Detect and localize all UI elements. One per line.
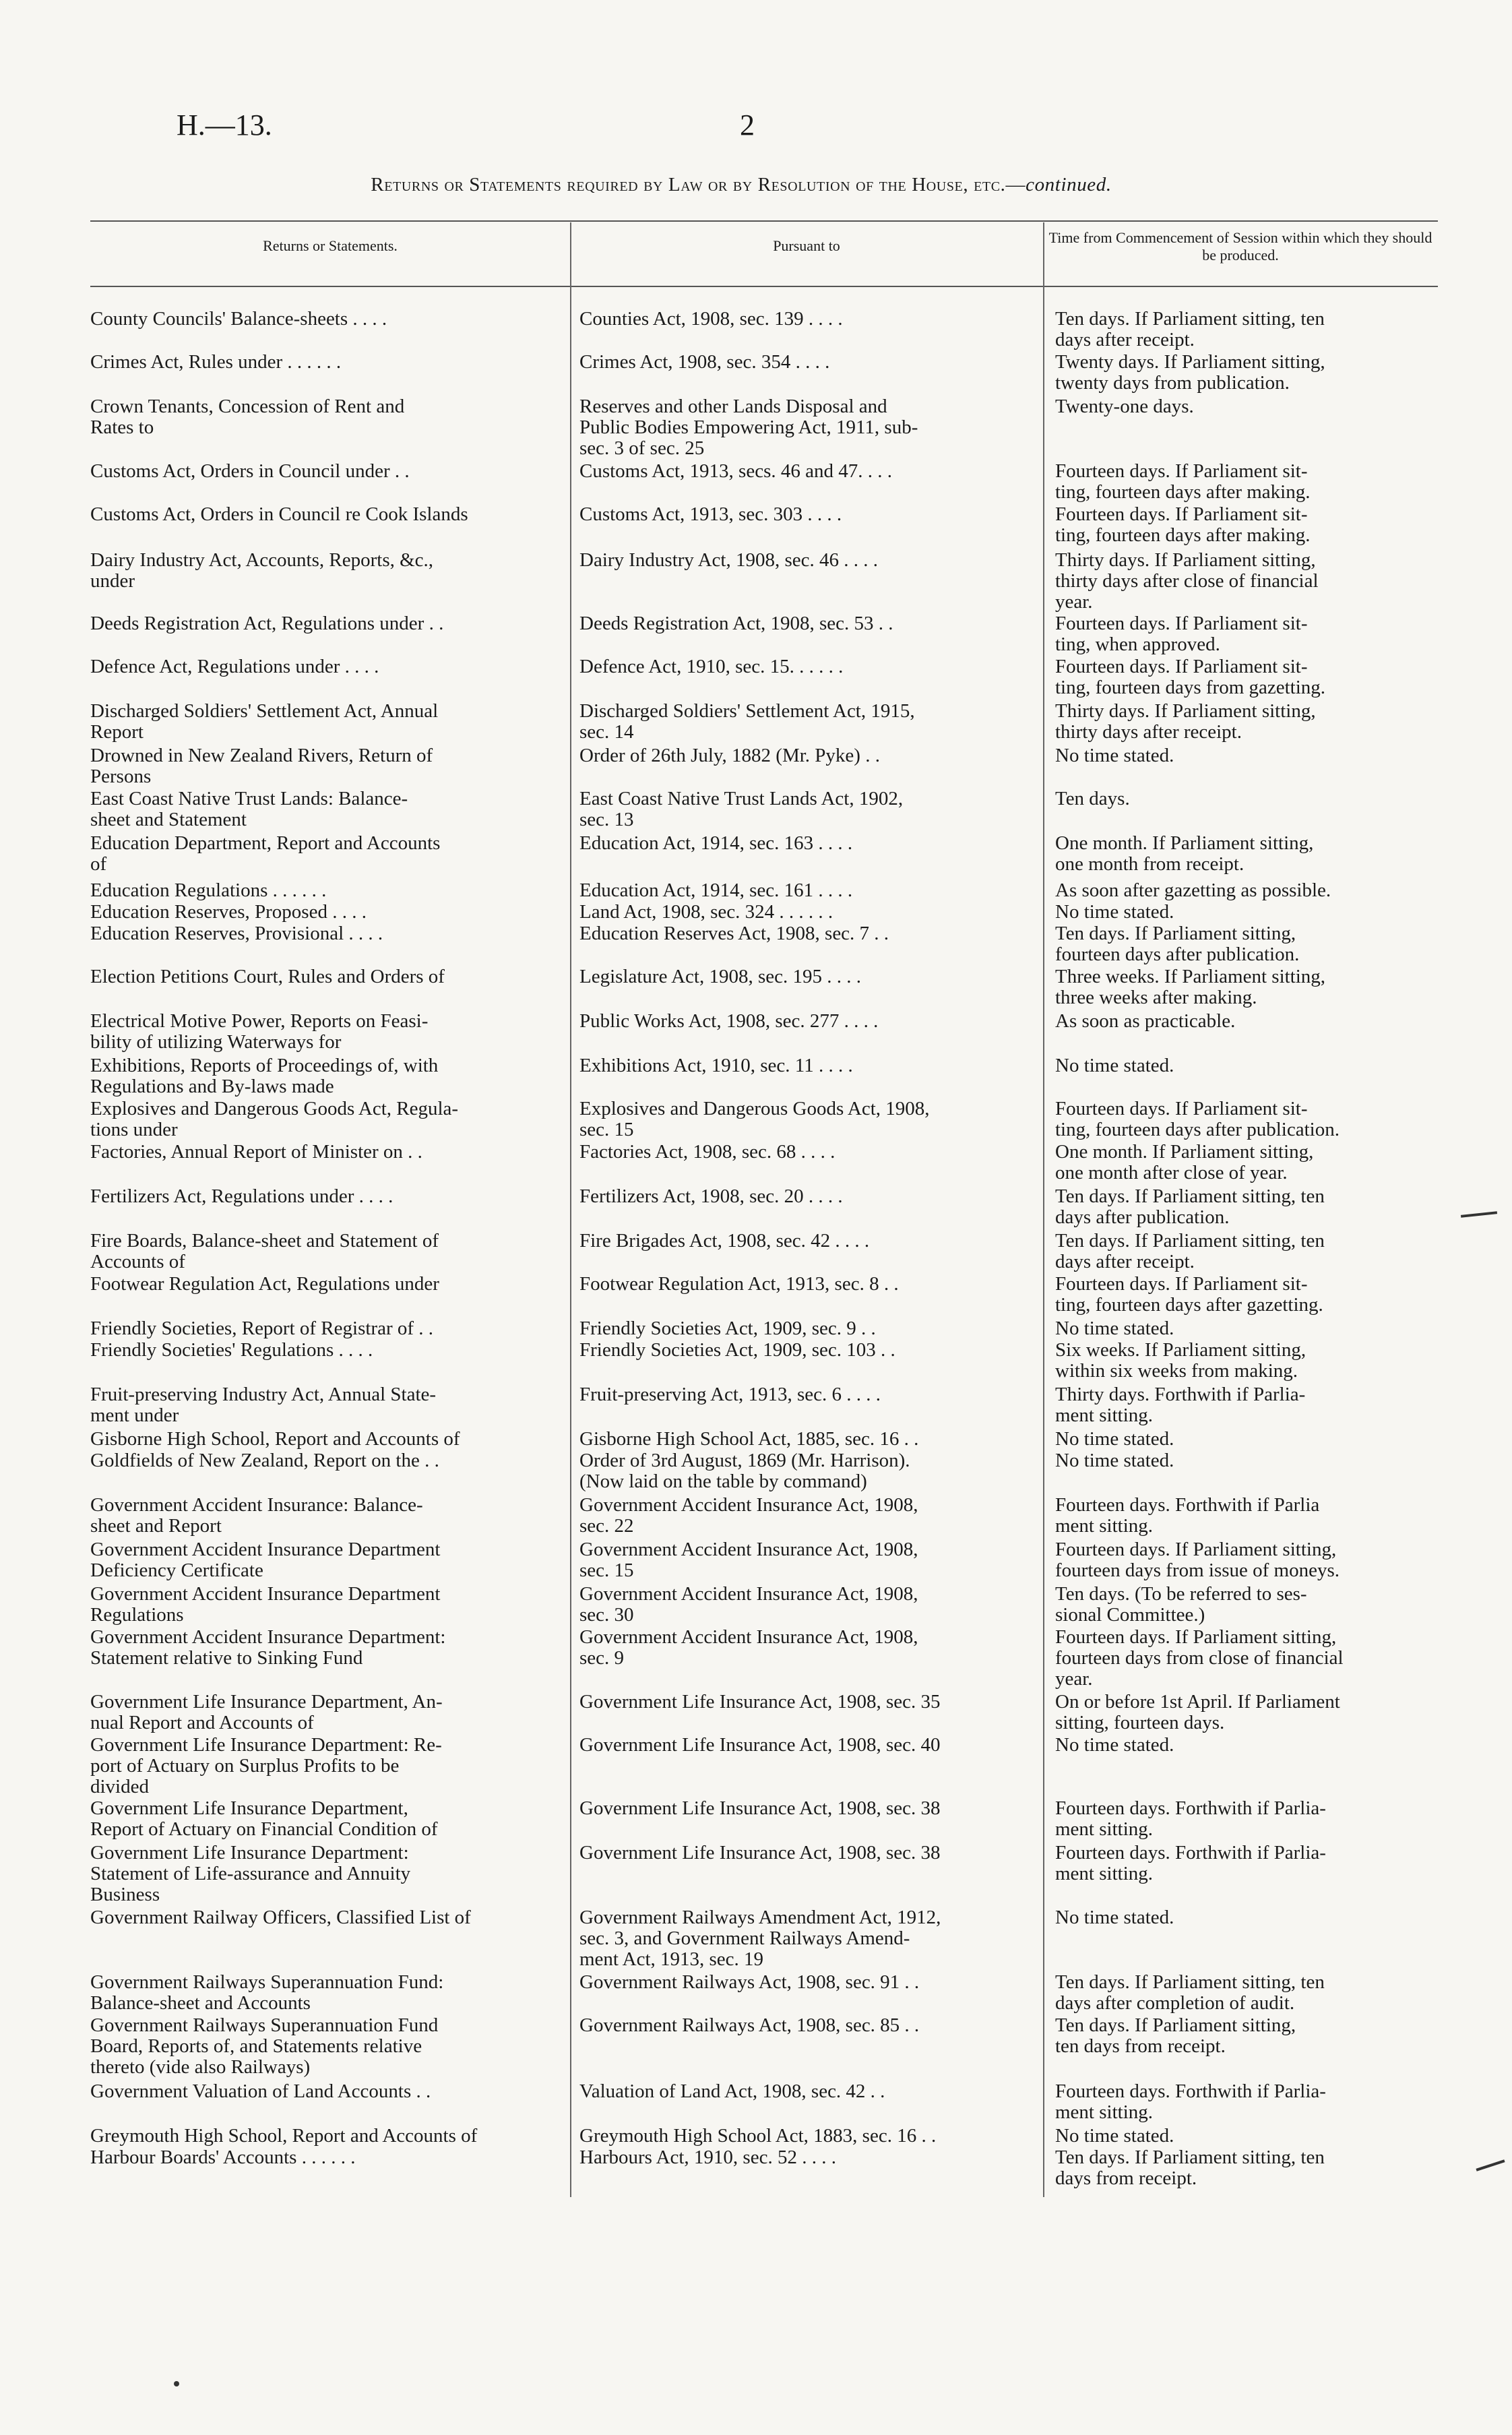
returns-cell: Government Accident Insurance: Balance- sheet and Report [90, 1494, 423, 1537]
pursuant-cell: Government Life Insurance Act, 1908, sec. 40 [579, 1734, 941, 1756]
time-cell: As soon after gazetting as possible. [1055, 880, 1331, 901]
pursuant-cell: Gisborne High School Act, 1885, sec. 16 . . [579, 1428, 919, 1450]
time-cell: No time stated. [1055, 1055, 1174, 1076]
returns-cell: Goldfields of New Zealand, Report on the . . [90, 1450, 439, 1471]
returns-cell: Education Department, Report and Accounts of [90, 832, 441, 875]
pursuant-cell: Harbours Act, 1910, sec. 52 . . . . [579, 2147, 836, 2168]
time-cell: As soon as practicable. [1055, 1010, 1236, 1032]
pursuant-cell: Customs Act, 1913, secs. 46 and 47. . . . [579, 460, 892, 482]
time-cell: Ten days. If Parliament sitting, ten days after receipt. [1055, 1230, 1325, 1272]
returns-cell: Harbour Boards' Accounts . . . . . . [90, 2147, 356, 2168]
time-cell: No time stated. [1055, 1428, 1174, 1450]
pursuant-cell: Government Railways Act, 1908, sec. 85 . . [579, 2014, 920, 2036]
time-cell: No time stated. [1055, 1734, 1174, 1756]
page-number: 2 [740, 109, 755, 142]
returns-cell: County Councils' Balance-sheets . . . . [90, 308, 387, 330]
table-header-rule [90, 286, 1438, 287]
pursuant-cell: Dairy Industry Act, 1908, sec. 46 . . . . [579, 549, 878, 571]
returns-cell: Discharged Soldiers' Settlement Act, Annual Report [90, 700, 439, 743]
time-cell: One month. If Parliament sitting, one month from receipt. [1055, 832, 1314, 875]
ink-dot [174, 2381, 179, 2386]
time-cell: Fourteen days. If Parliament sit- ting, fourteen days from gazetting. [1055, 656, 1326, 698]
returns-cell: Government Railways Superannuation Fund: Balance-sheet and Accounts [90, 1971, 444, 2014]
pursuant-cell: Education Reserves Act, 1908, sec. 7 . . [579, 923, 889, 944]
time-cell: Fourteen days. If Parliament sit- ting, fourteen days after publication. [1055, 1098, 1340, 1140]
pursuant-cell: Order of 3rd August, 1869 (Mr. Harrison). (Now laid on the table by command) [579, 1450, 910, 1492]
returns-cell: Customs Act, Orders in Council under . . [90, 460, 410, 482]
pursuant-cell: Order of 26th July, 1882 (Mr. Pyke) . . [579, 745, 880, 766]
pursuant-cell: Discharged Soldiers' Settlement Act, 1915, sec. 14 [579, 700, 915, 743]
returns-cell: Footwear Regulation Act, Regulations under [90, 1273, 439, 1295]
pursuant-cell: Government Accident Insurance Act, 1908, sec. 9 [579, 1626, 918, 1669]
returns-cell: Government Life Insurance Department, Report of Actuary on Financial Condition of [90, 1797, 438, 1840]
time-cell: Fourteen days. Forthwith if Parlia- ment sitting. [1055, 2080, 1326, 2123]
returns-cell: Government Life Insurance Department, An- nual Report and Accounts of [90, 1691, 443, 1733]
time-cell: No time stated. [1055, 1907, 1174, 1928]
pursuant-cell: Government Accident Insurance Act, 1908, sec. 22 [579, 1494, 918, 1537]
time-cell: Ten days. If Parliament sitting, ten days from receipt. [1055, 2147, 1325, 2189]
pursuant-cell: Deeds Registration Act, 1908, sec. 53 . . [579, 613, 893, 634]
returns-cell: Electrical Motive Power, Reports on Feasi- bility of utilizing Waterways for [90, 1010, 429, 1053]
pursuant-cell: Government Accident Insurance Act, 1908, sec. 15 [579, 1539, 918, 1581]
time-cell: Fourteen days. If Parliament sit- ting, fourteen days after gazetting. [1055, 1273, 1323, 1316]
returns-cell: Education Regulations . . . . . . [90, 880, 327, 901]
returns-cell: Government Railways Superannuation Fund Board, Reports of, and Statements relative thereto (vide also Railways) [90, 2014, 439, 2078]
time-cell: Ten days. If Parliament sitting, ten days after receipt. [1055, 308, 1325, 350]
pursuant-cell: Explosives and Dangerous Goods Act, 1908, sec. 15 [579, 1098, 930, 1140]
page-title [135, 174, 1348, 196]
margin-mark [1461, 1211, 1497, 1218]
time-cell: No time stated. [1055, 745, 1174, 766]
returns-cell: Education Reserves, Proposed . . . . [90, 901, 367, 923]
returns-cell: Gisborne High School, Report and Accounts of [90, 1428, 460, 1450]
returns-cell: Explosives and Dangerous Goods Act, Regula- tions under [90, 1098, 459, 1140]
pursuant-cell: Government Railways Act, 1908, sec. 91 . . [579, 1971, 920, 1993]
time-cell: On or before 1st April. If Parliament sitting, fourteen days. [1055, 1691, 1340, 1733]
time-cell: Fourteen days. If Parliament sit- ting, when approved. [1055, 613, 1308, 655]
time-cell: Thirty days. If Parliament sitting, thirty days after close of financial year. [1055, 549, 1319, 613]
returns-cell: East Coast Native Trust Lands: Balance- sheet and Statement [90, 788, 408, 830]
margin-mark [1476, 2159, 1505, 2171]
pursuant-cell: Education Act, 1914, sec. 163 . . . . [579, 832, 853, 854]
time-cell: No time stated. [1055, 901, 1174, 923]
pursuant-cell: Reserves and other Lands Disposal and Public Bodies Empowering Act, 1911, sub- sec. 3 of sec. 25 [579, 396, 918, 459]
returns-cell: Fire Boards, Balance-sheet and Statement of Accounts of [90, 1230, 439, 1272]
time-cell: Fourteen days. Forthwith if Parlia- ment sitting. [1055, 1797, 1326, 1840]
time-cell: Fourteen days. If Parliament sitting, fourteen days from close of financial year. [1055, 1626, 1344, 1690]
returns-cell: Government Railway Officers, Classified List of [90, 1907, 471, 1928]
time-cell: Ten days. (To be referred to ses- sional Committee.) [1055, 1583, 1307, 1626]
time-cell: Six weeks. If Parliament sitting, within six weeks from making. [1055, 1339, 1306, 1382]
returns-cell: Drowned in New Zealand Rivers, Return of Persons [90, 745, 433, 787]
time-cell: Twenty-one days. [1055, 396, 1194, 417]
time-cell: No time stated. [1055, 1450, 1174, 1471]
pursuant-cell: Valuation of Land Act, 1908, sec. 42 . . [579, 2080, 885, 2102]
title-main: Returns or Statements required by Law or by Resolution of the House, etc.— [371, 174, 1026, 195]
pursuant-cell: Government Accident Insurance Act, 1908, sec. 30 [579, 1583, 918, 1626]
time-cell: No time stated. [1055, 1318, 1174, 1339]
returns-cell: Friendly Societies, Report of Registrar of . . [90, 1318, 434, 1339]
pursuant-cell: Counties Act, 1908, sec. 139 . . . . [579, 308, 843, 330]
pursuant-cell: Exhibitions Act, 1910, sec. 11 . . . . [579, 1055, 853, 1076]
pursuant-cell: Customs Act, 1913, sec. 303 . . . . [579, 503, 842, 525]
returns-cell: Election Petitions Court, Rules and Orders of [90, 966, 445, 987]
document-code: H.—13. [177, 109, 272, 142]
pursuant-cell: Fertilizers Act, 1908, sec. 20 . . . . [579, 1185, 843, 1207]
time-cell: Fourteen days. Forthwith if Parlia- ment sitting. [1055, 1842, 1326, 1884]
pursuant-cell: Government Life Insurance Act, 1908, sec. 35 [579, 1691, 941, 1713]
column-divider-1 [570, 222, 571, 2197]
pursuant-cell: Fire Brigades Act, 1908, sec. 42 . . . . [579, 1230, 870, 1252]
pursuant-cell: Footwear Regulation Act, 1913, sec. 8 . . [579, 1273, 899, 1295]
pursuant-cell: Education Act, 1914, sec. 161 . . . . [579, 880, 853, 901]
pursuant-cell: Friendly Societies Act, 1909, sec. 103 . . [579, 1339, 895, 1361]
pursuant-cell: Government Life Insurance Act, 1908, sec. 38 [579, 1842, 941, 1863]
returns-cell: Deeds Registration Act, Regulations under . . [90, 613, 444, 634]
time-cell: Ten days. If Parliament sitting, ten days after publication. [1055, 1185, 1325, 1228]
returns-cell: Fertilizers Act, Regulations under . . . . [90, 1185, 393, 1207]
column-header-returns: Returns or Statements. [263, 237, 398, 254]
returns-cell: Government Accident Insurance Department Regulations [90, 1583, 441, 1626]
time-cell: One month. If Parliament sitting, one month after close of year. [1055, 1141, 1314, 1183]
returns-cell: Crimes Act, Rules under . . . . . . [90, 351, 342, 373]
returns-cell: Greymouth High School, Report and Accounts of [90, 2125, 478, 2147]
time-cell: Ten days. If Parliament sitting, ten days after completion of audit. [1055, 1971, 1325, 2014]
time-cell: Fourteen days. Forthwith if Parlia ment sitting. [1055, 1494, 1320, 1537]
time-cell: No time stated. [1055, 2125, 1174, 2147]
pursuant-cell: Greymouth High School Act, 1883, sec. 16 . . [579, 2125, 937, 2147]
pursuant-cell: Government Life Insurance Act, 1908, sec. 38 [579, 1797, 941, 1819]
time-cell: Fourteen days. If Parliament sitting, fourteen days from issue of moneys. [1055, 1539, 1340, 1581]
time-cell: Fourteen days. If Parliament sit- ting, fourteen days after making. [1055, 503, 1311, 546]
returns-cell: Government Life Insurance Department: Statement of Life-assurance and Annuity Business [90, 1842, 411, 1905]
time-cell: Ten days. If Parliament sitting, fourteen days after publication. [1055, 923, 1300, 965]
time-cell: Ten days. If Parliament sitting, ten days from receipt. [1055, 2014, 1296, 2057]
returns-cell: Friendly Societies' Regulations . . . . [90, 1339, 373, 1361]
returns-cell: Dairy Industry Act, Accounts, Reports, &c., under [90, 549, 434, 592]
returns-cell: Government Life Insurance Department: Re- port of Actuary on Surplus Profits to be divided [90, 1734, 442, 1797]
returns-cell: Education Reserves, Provisional . . . . [90, 923, 383, 944]
time-cell: Ten days. [1055, 788, 1130, 809]
table-top-rule [90, 220, 1438, 222]
time-cell: Thirty days. Forthwith if Parlia- ment sitting. [1055, 1384, 1306, 1426]
column-divider-2 [1043, 222, 1044, 2197]
pursuant-cell: Fruit-preserving Act, 1913, sec. 6 . . . . [579, 1384, 881, 1405]
column-header-time: Time from Commencement of Session within which they should be produced. [1048, 229, 1432, 264]
pursuant-cell: Government Railways Amendment Act, 1912, sec. 3, and Government Railways Amend- ment Act, 1913, sec. 19 [579, 1907, 941, 1970]
title-continued: continued. [1026, 174, 1112, 195]
pursuant-cell: Friendly Societies Act, 1909, sec. 9 . . [579, 1318, 876, 1339]
returns-cell: Fruit-preserving Industry Act, Annual State- ment under [90, 1384, 437, 1426]
pursuant-cell: Public Works Act, 1908, sec. 277 . . . . [579, 1010, 879, 1032]
returns-cell: Factories, Annual Report of Minister on . . [90, 1141, 422, 1163]
time-cell: Fourteen days. If Parliament sit- ting, fourteen days after making. [1055, 460, 1311, 503]
returns-cell: Customs Act, Orders in Council re Cook Islands [90, 503, 468, 525]
time-cell: Three weeks. If Parliament sitting, three weeks after making. [1055, 966, 1326, 1008]
returns-cell: Defence Act, Regulations under . . . . [90, 656, 379, 677]
pursuant-cell: Factories Act, 1908, sec. 68 . . . . [579, 1141, 836, 1163]
returns-cell: Exhibitions, Reports of Proceedings of, with Regulations and By-laws made [90, 1055, 439, 1097]
pursuant-cell: Land Act, 1908, sec. 324 . . . . . . [579, 901, 833, 923]
pursuant-cell: Legislature Act, 1908, sec. 195 . . . . [579, 966, 861, 987]
column-header-pursuant: Pursuant to [773, 237, 840, 254]
pursuant-cell: Defence Act, 1910, sec. 15. . . . . . [579, 656, 844, 677]
returns-cell: Crown Tenants, Concession of Rent and Rates to [90, 396, 405, 438]
time-cell: Twenty days. If Parliament sitting, twenty days from publication. [1055, 351, 1325, 394]
returns-cell: Government Accident Insurance Department Deficiency Certificate [90, 1539, 441, 1581]
pursuant-cell: Crimes Act, 1908, sec. 354 . . . . [579, 351, 830, 373]
time-cell: Thirty days. If Parliament sitting, thirty days after receipt. [1055, 700, 1316, 743]
returns-cell: Government Accident Insurance Department: Statement relative to Sinking Fund [90, 1626, 446, 1669]
returns-cell: Government Valuation of Land Accounts . . [90, 2080, 431, 2102]
pursuant-cell: East Coast Native Trust Lands Act, 1902, sec. 13 [579, 788, 904, 830]
